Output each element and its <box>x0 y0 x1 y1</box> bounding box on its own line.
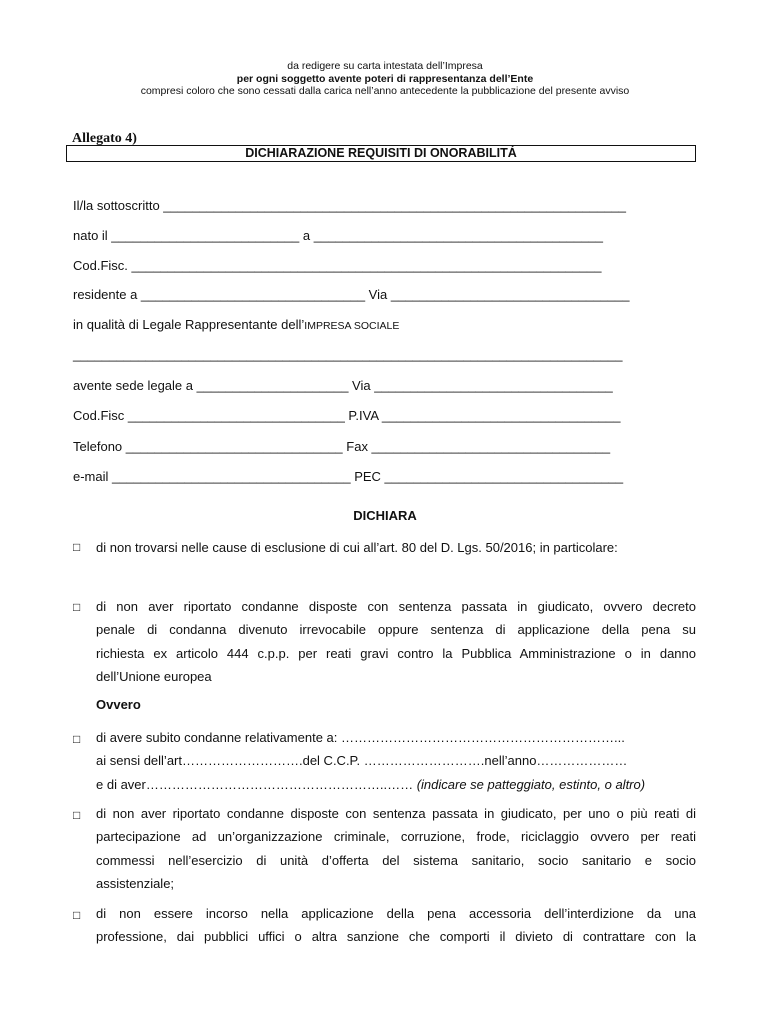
allegato-label: Allegato 4) <box>72 131 137 146</box>
header-line-1: da redigere su carta intestata dell’Impresa <box>287 60 483 72</box>
dichiara-heading: DICHIARA <box>353 508 417 523</box>
item-4-line-3: commessi nell’esercizio di unità d’offerta del sistema sanitario, socio sanitario e socio <box>96 852 696 868</box>
ovvero-heading: Ovvero <box>96 697 141 712</box>
document-header <box>0 60 770 98</box>
field-codfisc[interactable]: Cod.Fisc. _________________________________________________________________ <box>73 258 602 273</box>
field-sottoscritto[interactable]: Il/la sottoscritto ________________________________________________________________ <box>73 198 627 213</box>
item-4-text <box>96 802 696 895</box>
item-2-line-3: richiesta ex articolo 444 c.p.p. per reati gravi contro la Pubblica Amministrazione o in danno <box>96 645 696 661</box>
header-line-2: per ogni soggetto avente poteri di rappresentanza dell’Ente <box>236 72 534 85</box>
item-3-line-3-text: e di aver………………………………………………..…… <box>96 776 414 792</box>
field-codfisc-piva[interactable]: Cod.Fisc ______________________________ P.IVA _________________________________ <box>73 408 621 423</box>
checkbox-1[interactable]: □ <box>73 540 81 554</box>
item-2-text <box>96 595 696 688</box>
checkbox-4[interactable]: □ <box>73 808 81 822</box>
item-3-line-2: ai sensi dell’art……………………….del C.C.P. ……………………….nell’anno………………… <box>96 753 628 769</box>
field-email-pec[interactable]: e-mail _________________________________ PEC _________________________________ <box>73 469 624 484</box>
item-3-text <box>96 726 696 796</box>
qualita-prefix: in qualità di Legale Rappresentante dell’ <box>73 317 305 332</box>
item-2-line-4: dell’Unione europea <box>96 668 212 684</box>
field-telefono-fax[interactable]: Telefono ______________________________ Fax _________________________________ <box>73 439 611 454</box>
item-3-note: (indicare se patteggiato, estinto, o altro) <box>416 776 646 792</box>
header-line-3: compresi coloro che sono cessati dalla carica nell’anno antecedente la pubblicazione del presente avviso <box>140 85 630 97</box>
item-4-line-4: assistenziale; <box>96 875 175 891</box>
item-5-line-1: di non essere incorso nella applicazione della pena accessoria dell’interdizione da una <box>96 906 696 921</box>
checkbox-2[interactable]: □ <box>73 600 81 614</box>
qualita-suffix: IMPRESA SOCIALE <box>304 320 400 332</box>
field-residente[interactable]: residente a _______________________________ Via _________________________________ <box>73 287 630 302</box>
checkbox-3[interactable]: □ <box>73 732 81 746</box>
item-5-line-2: professione, dai pubblici uffici o altra sanzione che comporti il divieto di contrattare con la <box>96 929 696 945</box>
item-4-line-1: di non aver riportato condanne disposte con sentenza passata in giudicato, per uno o più reati di <box>96 806 696 821</box>
item-4-line-2: partecipazione ad un’organizzazione criminale, corruzione, frode, riciclaggio ovvero per reati <box>96 829 696 845</box>
item-3-line-3 <box>96 773 696 796</box>
field-nato[interactable]: nato il __________________________ a ________________________________________ <box>73 228 603 243</box>
item-2-line-2: penale di condanna divenuto irrevocabile oppure sentenza di applicazione della pena su <box>96 622 696 638</box>
checkbox-5[interactable]: □ <box>73 908 81 922</box>
item-3-line-1: di avere subito condanne relativamente a: ………………………………………………………... <box>96 730 625 745</box>
document-title: DICHIARAZIONE REQUISITI DI ONORABILITÁ <box>66 145 696 162</box>
item-1-text <box>96 536 696 559</box>
item-1-line: di non trovarsi nelle cause di esclusione di cui all’art. 80 del D. Lgs. 50/2016; in particolare: <box>96 540 618 555</box>
item-2-line-1: di non aver riportato condanne disposte con sentenza passata in giudicato, ovvero decreto <box>96 599 696 614</box>
field-blank-line[interactable]: ____________________________________________________________________________ <box>73 347 623 362</box>
field-qualita <box>73 317 399 332</box>
field-sede[interactable]: avente sede legale a _____________________ Via _________________________________ <box>73 378 613 393</box>
item-5-text <box>96 902 696 949</box>
